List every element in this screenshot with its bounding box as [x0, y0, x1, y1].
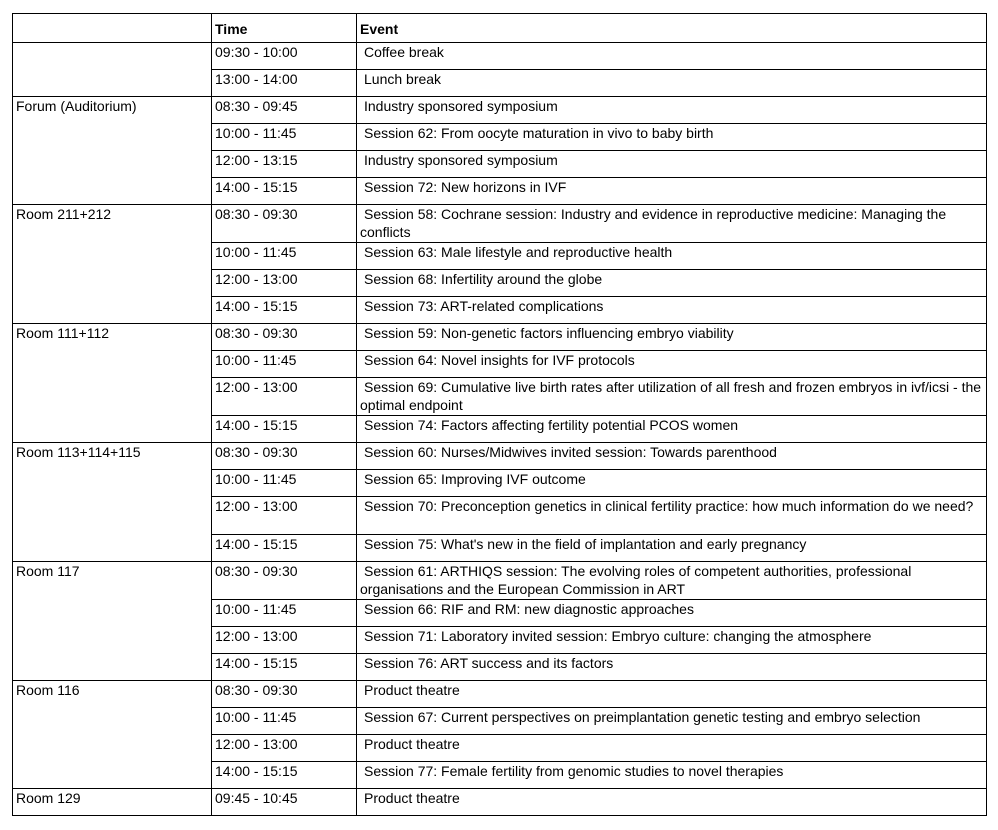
- event-label: Industry sponsored symposium: [364, 152, 558, 168]
- event-label: Session 63: Male lifestyle and reproductive health: [364, 244, 673, 260]
- event-cell: [357, 297, 987, 324]
- time-cell: 09:45 - 10:45: [212, 789, 357, 816]
- time-cell: 12:00 - 13:00: [212, 270, 357, 297]
- time-cell: 14:00 - 15:15: [212, 535, 357, 562]
- event-label: Session 59: Non-genetic factors influencing embryo viability: [364, 325, 734, 341]
- time-cell: 09:30 - 10:00: [212, 43, 357, 70]
- event-cell: [357, 443, 987, 470]
- event-label: Session 76: ART success and its factors: [364, 655, 614, 671]
- event-label: Session 67: Current perspectives on preimplantation genetic testing and embryo selection: [364, 709, 921, 725]
- event-label: Industry sponsored symposium: [364, 98, 558, 114]
- event-label: Session 62: From oocyte maturation in vivo to baby birth: [364, 125, 714, 141]
- event-label: Product theatre: [364, 682, 460, 698]
- room-cell: Room 116: [13, 681, 212, 789]
- event-cell: [357, 708, 987, 735]
- event-label: Session 75: What's new in the field of implantation and early pregnancy: [364, 536, 807, 552]
- event-label: Session 68: Infertility around the globe: [364, 271, 603, 287]
- event-cell: [357, 70, 987, 97]
- table-row: [13, 43, 987, 70]
- room-header: [13, 14, 212, 43]
- event-cell: [357, 43, 987, 70]
- time-cell: 10:00 - 11:45: [212, 124, 357, 151]
- event-cell: [357, 535, 987, 562]
- schedule-body: [13, 43, 987, 816]
- time-cell: 12:00 - 13:00: [212, 378, 357, 416]
- time-cell: 12:00 - 13:00: [212, 497, 357, 535]
- event-label: Session 72: New horizons in IVF: [364, 179, 567, 195]
- event-cell: [357, 735, 987, 762]
- event-label: Product theatre: [364, 736, 460, 752]
- time-cell: 14:00 - 15:15: [212, 178, 357, 205]
- time-cell: 14:00 - 15:15: [212, 416, 357, 443]
- room-cell: Room 117: [13, 562, 212, 681]
- table-row: [13, 789, 987, 816]
- time-header: Time: [212, 14, 357, 43]
- room-cell: Room 129: [13, 789, 212, 816]
- event-cell: [357, 351, 987, 378]
- event-cell: [357, 497, 987, 535]
- time-cell: 08:30 - 09:45: [212, 97, 357, 124]
- event-label: Session 77: Female fertility from genomic studies to novel therapies: [364, 763, 784, 779]
- room-cell: Room 113+114+115: [13, 443, 212, 562]
- event-label: Session 58: Cochrane session: Industry and evidence in reproductive medicine: Managing the conflicts: [360, 206, 947, 240]
- event-label: Product theatre: [364, 790, 460, 806]
- event-cell: [357, 600, 987, 627]
- time-cell: 08:30 - 09:30: [212, 443, 357, 470]
- room-cell: Room 111+112: [13, 324, 212, 443]
- event-label: Lunch break: [364, 71, 442, 87]
- table-row: [13, 562, 987, 600]
- room-cell: [13, 43, 212, 97]
- time-cell: 14:00 - 15:15: [212, 654, 357, 681]
- event-cell: [357, 654, 987, 681]
- event-label: Session 69: Cumulative live birth rates after utilization of all fresh and frozen embryos in ivf/icsi - the optimal endpoint: [360, 379, 982, 413]
- table-row: [13, 443, 987, 470]
- event-cell: [357, 627, 987, 654]
- time-cell: 14:00 - 15:15: [212, 762, 357, 789]
- event-cell: [357, 178, 987, 205]
- time-cell: 12:00 - 13:15: [212, 151, 357, 178]
- time-cell: 14:00 - 15:15: [212, 297, 357, 324]
- table-row: [13, 324, 987, 351]
- table-row: [13, 205, 987, 243]
- time-cell: 08:30 - 09:30: [212, 562, 357, 600]
- header-row: [13, 14, 987, 43]
- time-cell: 10:00 - 11:45: [212, 351, 357, 378]
- event-cell: [357, 270, 987, 297]
- event-label: Session 64: Novel insights for IVF protocols: [364, 352, 635, 368]
- room-cell: Room 211+212: [13, 205, 212, 324]
- event-label: Session 74: Factors affecting fertility potential PCOS women: [364, 417, 739, 433]
- event-label: Session 61: ARTHIQS session: The evolving roles of competent authorities, professional organisations and the European Commission in ART: [360, 563, 912, 597]
- table-row: [13, 681, 987, 708]
- event-cell: [357, 416, 987, 443]
- event-cell: [357, 97, 987, 124]
- time-cell: 08:30 - 09:30: [212, 681, 357, 708]
- event-label: Session 60: Nurses/Midwives invited session: Towards parenthood: [364, 444, 777, 460]
- event-cell: [357, 151, 987, 178]
- event-header: Event: [357, 14, 987, 43]
- time-cell: 08:30 - 09:30: [212, 205, 357, 243]
- time-cell: 12:00 - 13:00: [212, 735, 357, 762]
- event-cell: [357, 205, 987, 243]
- time-cell: 10:00 - 11:45: [212, 708, 357, 735]
- room-cell: Forum (Auditorium): [13, 97, 212, 205]
- event-cell: [357, 124, 987, 151]
- time-cell: 08:30 - 09:30: [212, 324, 357, 351]
- event-label: Session 70: Preconception genetics in clinical fertility practice: how much information do we need?: [364, 498, 974, 514]
- event-cell: [357, 470, 987, 497]
- event-cell: [357, 243, 987, 270]
- event-cell: [357, 789, 987, 816]
- event-cell: [357, 762, 987, 789]
- table-row: [13, 97, 987, 124]
- event-label: Session 65: Improving IVF outcome: [364, 471, 586, 487]
- event-label: Session 71: Laboratory invited session: Embryo culture: changing the atmosphere: [364, 628, 872, 644]
- time-cell: 13:00 - 14:00: [212, 70, 357, 97]
- schedule-table: [12, 13, 987, 816]
- event-label: Session 66: RIF and RM: new diagnostic approaches: [364, 601, 694, 617]
- event-label: Coffee break: [364, 44, 444, 60]
- time-cell: 12:00 - 13:00: [212, 627, 357, 654]
- time-cell: 10:00 - 11:45: [212, 470, 357, 497]
- time-cell: 10:00 - 11:45: [212, 600, 357, 627]
- event-cell: [357, 562, 987, 600]
- event-cell: [357, 681, 987, 708]
- time-cell: 10:00 - 11:45: [212, 243, 357, 270]
- event-label: Session 73: ART-related complications: [364, 298, 604, 314]
- event-cell: [357, 324, 987, 351]
- event-cell: [357, 378, 987, 416]
